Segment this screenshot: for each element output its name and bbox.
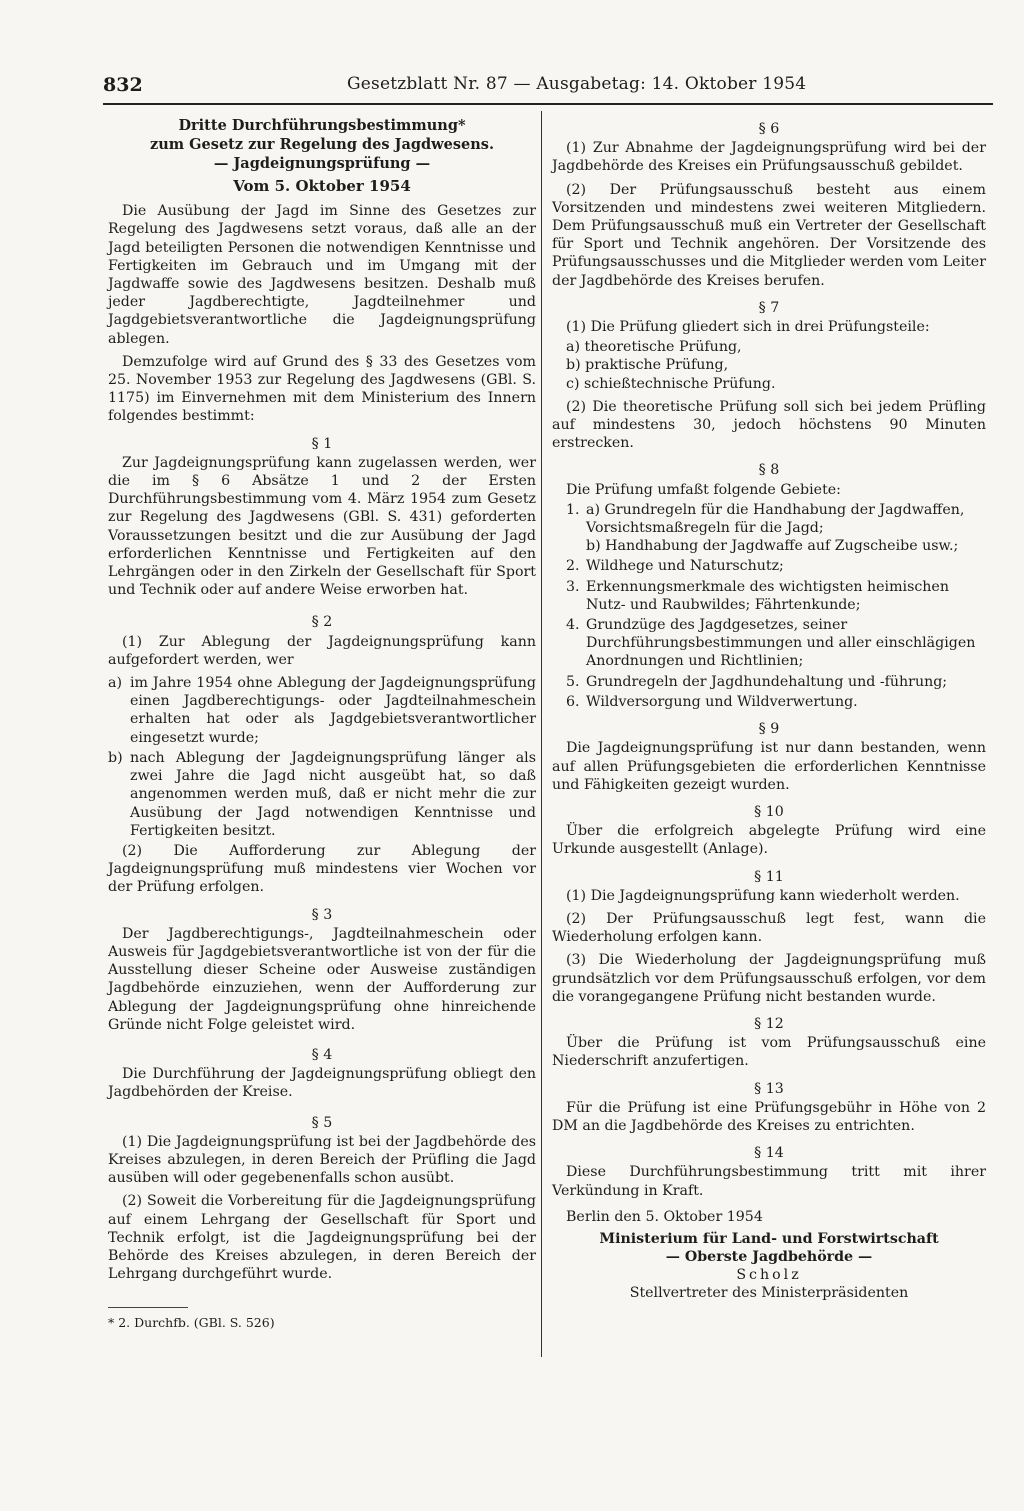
list-item bbox=[566, 673, 986, 691]
section-3-heading: § 3 bbox=[311, 906, 333, 923]
list-item: a) theoretische Prüfung, bbox=[566, 339, 742, 356]
item-number: 5. bbox=[566, 673, 580, 690]
item-number: 3. bbox=[566, 578, 580, 595]
section-9-heading: § 9 bbox=[758, 721, 780, 738]
section-1-heading: § 1 bbox=[311, 435, 333, 452]
section-7-list bbox=[552, 338, 986, 393]
section-5-paragraph-2: (2) Soweit die Vorbereitung für die Jagdeignungsprüfung auf einem Lehrgang der Gesellschaft für Sport und Technik erfolgt, ist die Jagdeignungsprüfung bei der Behörde des Kreises abzulegen, in deren Bereich der Lehrgang durchgeführt wurde. bbox=[108, 1193, 536, 1283]
section-2-paragraph-1: (1) Zur Ablegung der Jagdeignungsprüfung kann aufgefordert werden, wer bbox=[108, 633, 536, 668]
section-2-heading: § 2 bbox=[311, 614, 333, 631]
section-2-item-b bbox=[108, 749, 536, 840]
document-title bbox=[108, 116, 536, 173]
section-6-paragraph-2: (2) Der Prüfungsausschuß besteht aus einem Vorsitzenden und mindestens zwei weiteren Mitgliedern. Dem Prüfungsausschuß muß ein Vertreter der Gesellschaft für Sport und Technik angehören. Der Vorsitzende des Prüfungsausschusses und die Mitglieder werden vom Leiter der Jagdbehörde des Kreises berufen. bbox=[552, 181, 986, 289]
item-number: 2. bbox=[566, 558, 580, 575]
section-13-heading: § 13 bbox=[754, 1080, 784, 1097]
item-text: Wildhege und Naturschutz; bbox=[586, 558, 784, 575]
item-text: Grundregeln der Jagdhundehaltung und -führung; bbox=[586, 673, 948, 690]
section-6-heading: § 6 bbox=[758, 121, 780, 137]
item-label: b) bbox=[108, 749, 123, 766]
section-14-heading: § 14 bbox=[754, 1145, 784, 1162]
section-8-heading: § 8 bbox=[758, 462, 780, 479]
section-7-paragraph-1: (1) Die Prüfung gliedert sich in drei Prüfungsteile: bbox=[566, 319, 930, 336]
item-sub-a: a) Grundregeln für die Handhabung der Jagdwaffen, Vorsichtsmaßregeln für die Jagd; bbox=[586, 501, 965, 537]
page-header bbox=[103, 74, 993, 98]
item-text: im Jahre 1954 ohne Ablegung der Jagdeignungsprüfung einen Jagdberechtigungs- oder Jagdteilnahmeschein erhalten hat oder als Jagdgebietsverantwortlicher eingesetzt wurde; bbox=[130, 675, 536, 746]
section-5-paragraph-1: (1) Die Jagdeignungsprüfung ist bei der Jagdbehörde des Kreises abzulegen, in deren Bereich der Prüfling die Jagd ausüben will oder gegebenenfalls schon ausübt. bbox=[108, 1133, 536, 1187]
place-and-date: Berlin den 5. Oktober 1954 bbox=[566, 1208, 763, 1225]
section-3-text: Der Jagdberechtigungs-, Jagdteilnahmeschein oder Ausweis für Jagdgebietsverantwortliche ist von der für die Ausstellung dieser Scheine oder Ausweise zuständigen Jagdbehörde einzuziehen, wenn der Aufforderung zur Ablegung der Jagdeignungsprüfung ohne hinreichende Gründe nicht Folge geleistet wird. bbox=[108, 925, 536, 1033]
intro-paragraph-2: Demzufolge wird auf Grund des § 33 des Gesetzes vom 25. November 1953 zur Regelung des Jagdwesens (GBl. S. 1175) im Einvernehmen mit dem Ministerium des Innern folgendes bestimmt: bbox=[108, 353, 536, 425]
page-number: 832 bbox=[103, 74, 143, 96]
section-4-heading: § 4 bbox=[311, 1046, 333, 1063]
list-item bbox=[566, 578, 986, 614]
signatory-role: Stellvertreter des Ministerpräsidenten bbox=[629, 1284, 909, 1301]
section-11-paragraph-1: (1) Die Jagdeignungsprüfung kann wiederholt werden. bbox=[566, 887, 960, 904]
section-2-item-a bbox=[108, 674, 536, 747]
title-line-3: — Jagdeignungsprüfung — bbox=[213, 155, 431, 172]
section-2-paragraph-2: (2) Die Aufforderung zur Ablegung der Jagdeignungsprüfung muß mindestens vier Wochen vor der Prüfung erfolgen. bbox=[108, 842, 536, 896]
section-12-text: Über die Prüfung ist vom Prüfungsausschuß eine Niederschrift anzufertigen. bbox=[552, 1035, 986, 1070]
ministry-name: Ministerium für Land- und Forstwirtschaft bbox=[599, 1230, 939, 1247]
section-11-paragraph-3: (3) Die Wiederholung der Jagdeignungsprüfung muß grundsätzlich vor dem Prüfungsausschuß erfolgen, vor dem die vorangegangene Prüfung nicht bestanden wurde. bbox=[552, 952, 986, 1005]
item-number: 4. bbox=[566, 617, 580, 634]
section-5-heading: § 5 bbox=[311, 1114, 333, 1131]
item-body bbox=[586, 501, 986, 556]
section-9-text: Die Jagdeignungsprüfung ist nur dann bestanden, wenn auf allen Prüfungsgebieten die erforderlichen Kenntnisse und Fähigkeiten gezeigt wurden. bbox=[552, 740, 986, 793]
title-line-2: zum Gesetz zur Regelung des Jagdwesens. bbox=[150, 136, 494, 153]
intro-paragraph-1: Die Ausübung der Jagd im Sinne des Gesetzes zur Regelung des Jagdwesens setzt voraus, daß alle an der Jagd beteiligten Personen die notwendigen Kenntnisse und Fertigkeiten im Gebrauch und im Umgang mit der Jagdwaffe sowie des Jagdwesens besitzen. Deshalb muß jeder Jagdberechtigte, Jagdteilnehmer und Jagdgebietsverantwortliche die Jagdeignungsprüfung ablegen. bbox=[108, 203, 536, 347]
list-item: c) schießtechnische Prüfung. bbox=[566, 375, 776, 392]
section-11-heading: § 11 bbox=[754, 868, 784, 885]
section-8-intro: Die Prüfung umfaßt folgende Gebiete: bbox=[566, 481, 841, 498]
right-column bbox=[552, 120, 986, 1302]
document-date: Vom 5. Oktober 1954 bbox=[233, 177, 411, 195]
item-number: 1. bbox=[566, 501, 580, 518]
left-column bbox=[108, 116, 536, 1333]
section-6-paragraph-1: (1) Zur Abnahme der Jagdeignungsprüfung wird bei der Jagdbehörde des Kreises ein Prüfungsausschuß gebildet. bbox=[552, 140, 986, 175]
section-11-paragraph-2: (2) Der Prüfungsausschuß legt fest, wann die Wiederholung erfolgen kann. bbox=[552, 910, 986, 946]
item-sub-b: b) Handhabung der Jagdwaffe auf Zugscheibe usw.; bbox=[586, 538, 959, 555]
list-item bbox=[566, 501, 986, 556]
header-rule bbox=[103, 103, 993, 105]
section-13-text: Für die Prüfung ist eine Prüfungsgebühr in Höhe von 2 DM an die Jagdbehörde des Kreises zu entrichten. bbox=[552, 1099, 986, 1134]
section-12-heading: § 12 bbox=[754, 1015, 784, 1032]
item-number: 6. bbox=[566, 693, 580, 710]
section-14-text: Diese Durchführungsbestimmung tritt mit ihrer Verkündung in Kraft. bbox=[552, 1164, 986, 1199]
item-text: nach Ablegung der Jagdeignungsprüfung länger als zwei Jahre die Jagd nicht ausgeübt hat, so daß angenommen werden muß, daß er nicht mehr die zur Ausübung der Jagd notwendigen Kenntnisse und Fertigkeiten besitzt. bbox=[130, 749, 536, 839]
list-item bbox=[566, 557, 986, 575]
authority-name: — Oberste Jagdbehörde — bbox=[665, 1248, 873, 1265]
item-text: Erkennungsmerkmale des wichtigsten heimischen Nutz- und Raubwildes; Fährtenkunde; bbox=[586, 578, 949, 613]
title-line-1: Dritte Durchführungsbestimmung* bbox=[178, 117, 466, 134]
section-1-text: Zur Jagdeignungsprüfung kann zugelassen werden, wer die im § 6 Absätze 1 und 2 der Ersten Durchführungsbestimmung vom 4. März 1954 zum Gesetz zur Regelung des Jagdwesens (GBl. S. 431) geforderten Voraussetzungen besitzt und die zur Ausübung der Jagd erforderlichen Kenntnisse und Fertigkeiten auf den Lehrgängen oder in den Zirkeln der Gesellschaft für Sport und Technik oder auf andere Weise erworben hat. bbox=[108, 454, 536, 599]
column-divider bbox=[541, 111, 542, 1357]
footnote-rule bbox=[108, 1307, 188, 1308]
section-7-heading: § 7 bbox=[758, 299, 780, 316]
item-text: Grundzüge des Jagdgesetzes, seiner Durchführungsbestimmungen und aller einschlägigen Anordnungen und Richtlinien; bbox=[586, 617, 976, 670]
signatory-name: Scholz bbox=[736, 1266, 802, 1283]
section-10-heading: § 10 bbox=[754, 803, 784, 820]
list-item bbox=[566, 616, 986, 671]
section-10-text: Über die erfolgreich abgelegte Prüfung wird eine Urkunde ausgestellt (Anlage). bbox=[552, 823, 986, 858]
footnote: * 2. Durchfb. (GBl. S. 526) bbox=[108, 1315, 275, 1331]
item-label: a) bbox=[108, 675, 122, 692]
section-8-list bbox=[552, 501, 986, 711]
running-head: Gesetzblatt Nr. 87 — Ausgabetag: 14. Oktober 1954 bbox=[347, 74, 807, 94]
section-7-paragraph-2: (2) Die theoretische Prüfung soll sich bei jedem Prüfling auf mindestens 30, jedoch höchstens 90 Minuten erstrecken. bbox=[552, 398, 986, 452]
item-text: Wildversorgung und Wildverwertung. bbox=[586, 693, 858, 710]
list-item: b) praktische Prüfung, bbox=[566, 357, 729, 374]
section-4-text: Die Durchführung der Jagdeignungsprüfung obliegt den Jagdbehörden der Kreise. bbox=[108, 1066, 536, 1101]
list-item bbox=[566, 693, 986, 711]
